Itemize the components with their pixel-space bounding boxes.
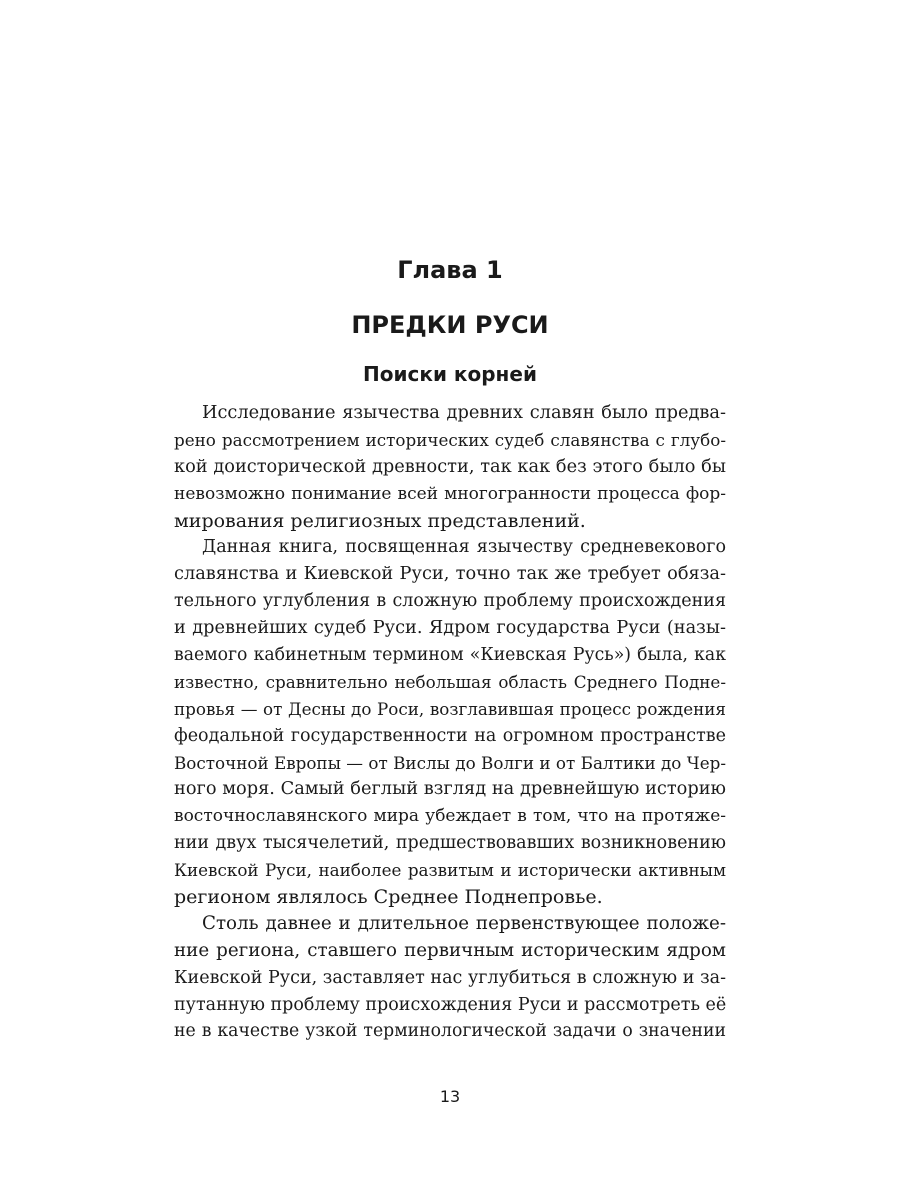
paragraph [174,911,726,1045]
text-line: ние региона, ставшего первичным историческим ядром [174,939,726,961]
text-line: не в качестве узкой терминологической задачи о значении [174,1021,726,1042]
text-line: славянства и Киевской Руси, точно так же требует обяза- [174,564,726,585]
paragraph [174,534,726,910]
chapter-title: ПРЕДКИ РУСИ [351,311,549,339]
text-line: Столь давнее и длительное первенствующее положе- [202,912,726,934]
text-line: известно, сравнительно небольшая область Среднего Подне- [174,671,726,692]
page-number: 13 [439,1087,461,1106]
text-line: невозможно понимание всей многогранности процесса фор- [174,483,726,504]
text-line: мирования религиозных представлений. [174,509,586,532]
paragraph [174,400,726,534]
text-line: Киевской Руси, наиболее развитым и исторически активным [174,860,726,881]
text-line: Восточной Европы — от Вислы до Волги и от Балтики до Чер- [174,752,726,773]
text-line: нии двух тысячелетий, предшествовавших возникновению [174,833,726,854]
text-line: Киевской Руси, заставляет нас углубиться в сложную и за- [174,967,726,988]
text-line: ваемого кабинетным термином «Киевская Русь») была, как [174,645,726,666]
text-line: и древнейших судеб Руси. Ядром государства Руси (назы- [174,618,726,639]
text-line: тельного углубления в сложную проблему происхождения [174,591,726,612]
text-line: рено рассмотрением исторических судеб славянства с глубо- [174,429,726,450]
chapter-label: Глава 1 [397,256,503,284]
text-line: ного моря. Самый беглый взгляд на древнейшую историю [174,779,726,800]
section-title: Поиски корней [363,362,537,386]
text-line: Исследование язычества древних славян было предва- [202,403,726,423]
text-line: феодальной государственности на огромном пространстве [174,725,726,746]
text-line: Данная книга, посвященная язычеству средневекового [202,537,726,558]
text-line: кой доисторической древности, так как без этого было бы [174,456,726,477]
body-text [174,400,726,1045]
text-line: провья — от Десны до Роси, возглавившая процесс рождения [174,698,726,719]
text-line: регионом являлось Среднее Поднепровье. [174,886,603,909]
text-line: восточнославянского мира убеждает в том, что на протяже- [174,806,726,827]
text-line: путанную проблему происхождения Руси и рассмотреть её [174,994,727,1015]
